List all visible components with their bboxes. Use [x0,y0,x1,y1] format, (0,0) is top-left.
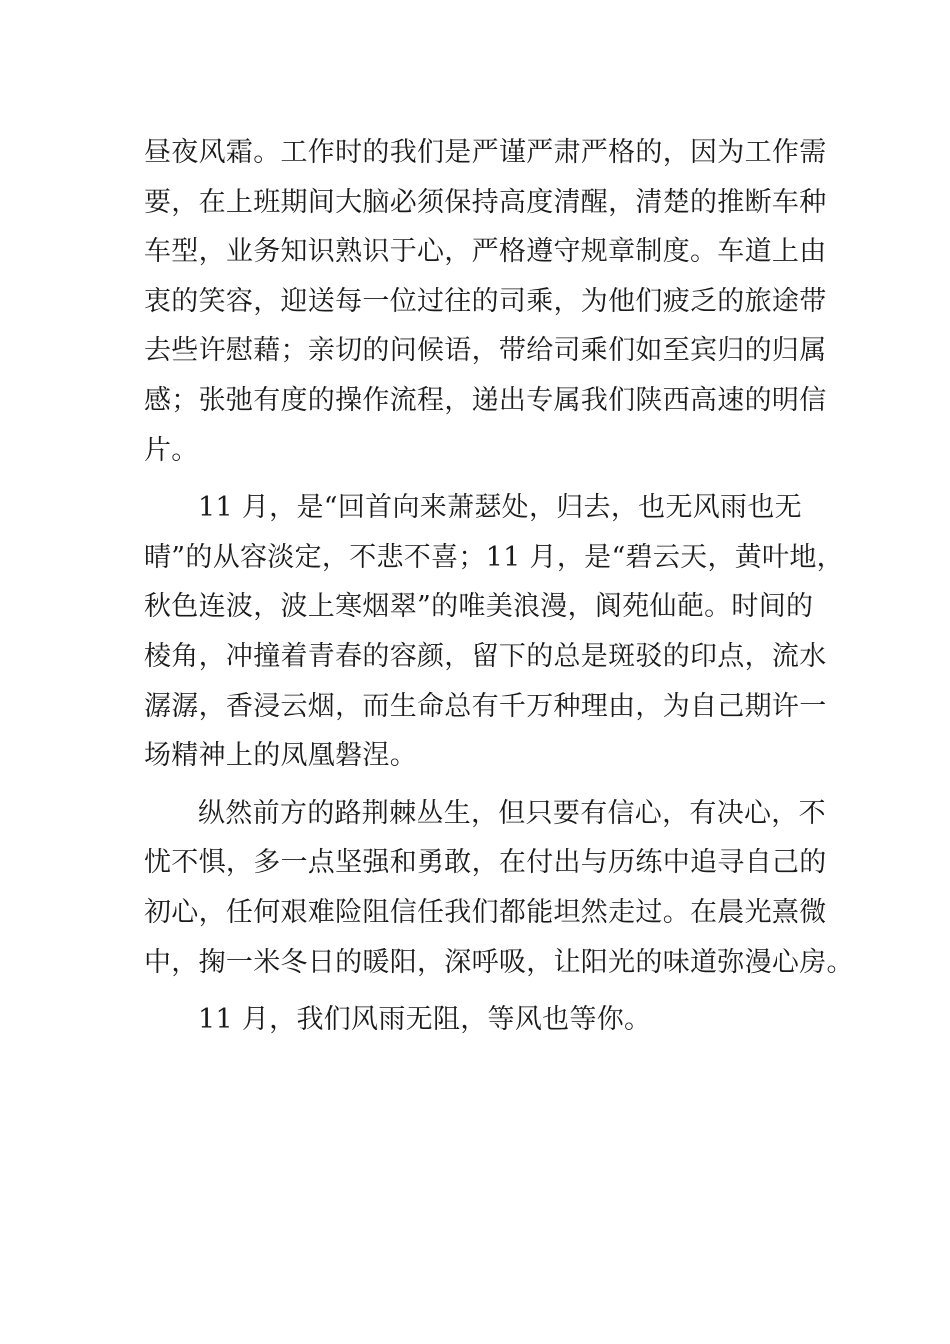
paragraph-4 [144,995,814,1045]
text-line: 秋色连波，波上寒烟翠”的唯美浪漫，阆苑仙葩。时间的 [144,591,814,623]
text-line: 晴”的从容淡定，不悲不喜；11 月，是“碧云天，黄叶地， [144,541,844,573]
paragraph-3 [144,789,854,987]
paragraph-1 [144,128,827,475]
text-line: 车型，业务知识熟识于心，严格遵守规章制度。车道上由 [144,236,827,268]
text-line: 昼夜风霜。工作时的我们是严谨严肃严格的，因为工作需 [144,137,827,168]
text-line: 11 月，是“回首向来萧瑟处，归去，也无风雨也无 [198,492,802,524]
text-line: 要，在上班期间大脑必须保持高度清醒，清楚的推断车种 [144,186,827,218]
text-line: 感；张弛有度的操作流程，递出专属我们陕西高速的明信 [144,384,827,416]
text-line: 纵然前方的路荆棘丛生，但只要有信心，有决心，不 [198,797,826,829]
text-line: 11 月，我们风雨无阻，等风也等你。 [198,1004,652,1036]
text-line: 中，掬一米冬日的暖阳，深呼吸，让阳光的味道弥漫心房。 [144,946,854,978]
text-line: 片。 [144,434,199,466]
document-body [144,128,854,1053]
text-line: 初心，任何艰难险阻信任我们都能坦然走过。在晨光熹微 [144,896,827,928]
text-line: 衷的笑容，迎送每一位过往的司乘，为他们疲乏的旅途带 [144,285,827,317]
text-line: 场精神上的凤凰磐涅。 [144,740,417,772]
text-line: 去些许慰藉；亲切的问候语，带给司乘们如至宾归的归属 [144,335,827,367]
paragraph-2 [144,483,844,781]
text-line: 棱角，冲撞着青春的容颜，留下的总是斑驳的印点，流水 [144,640,827,672]
text-line: 忧不惧，多一点坚强和勇敢，在付出与历练中追寻自己的 [144,847,827,879]
text-line: 潺潺，香浸云烟，而生命总有千万种理由，为自己期许一 [144,690,827,722]
